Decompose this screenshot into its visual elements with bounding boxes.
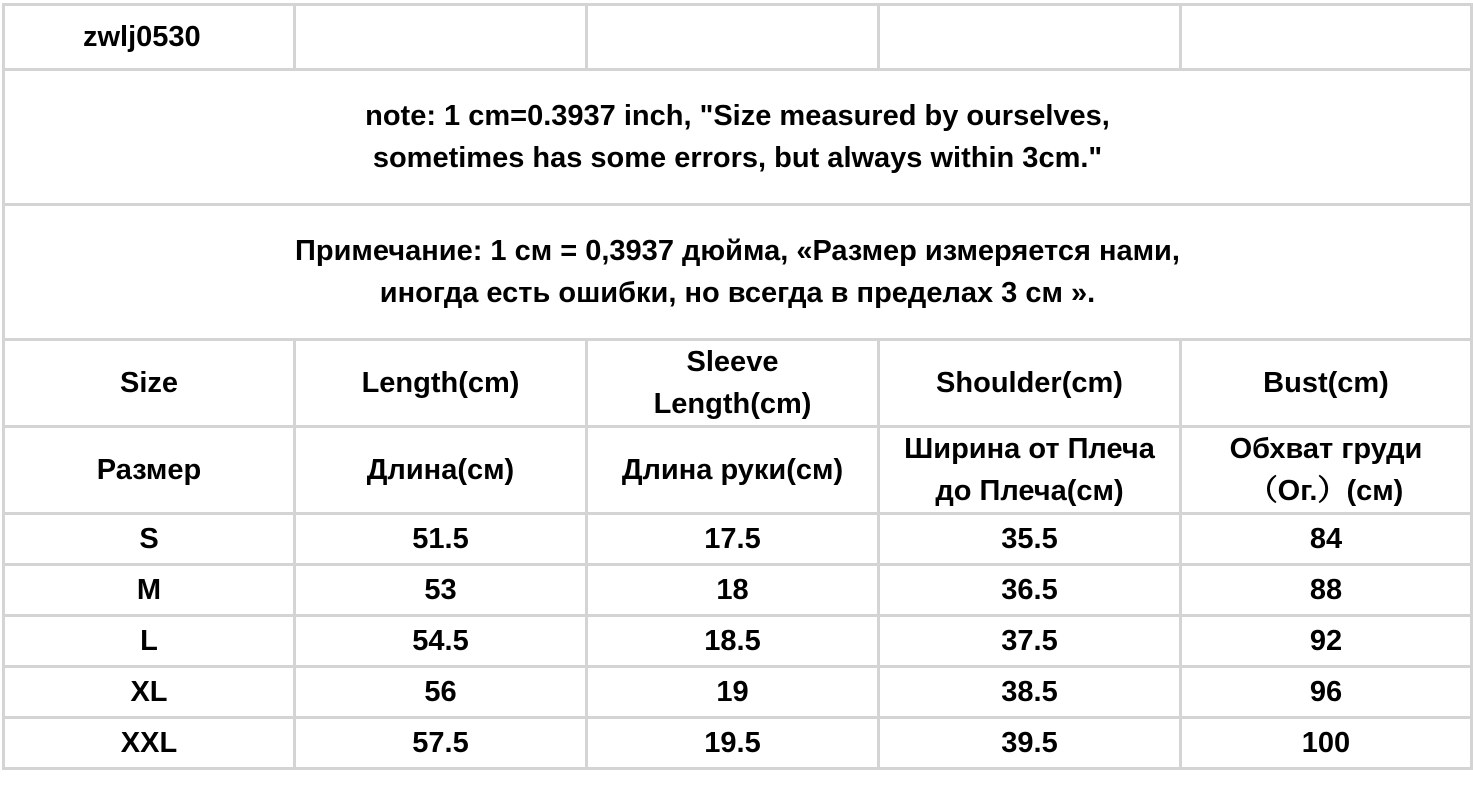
note-en-row (4, 70, 1472, 205)
header-sleeve-line-1: Sleeve (686, 346, 779, 378)
table-row (4, 514, 1472, 565)
note-ru-line-1: Примечание: 1 см = 0,3937 дюйма, «Размер измеряется нами, (295, 235, 1180, 267)
shoulder-cell: 37.5 (879, 616, 1181, 667)
bust-cell: 84 (1181, 514, 1472, 565)
note-ru (4, 205, 1472, 340)
empty-cell (1181, 5, 1472, 70)
sleeve-cell: 19 (587, 667, 879, 718)
size-cell: S (4, 514, 295, 565)
header-sleeve-line-2: Length(cm) (653, 388, 812, 420)
product-code-row (4, 5, 1472, 70)
table-row (4, 718, 1472, 769)
empty-cell (879, 5, 1181, 70)
header-ru-shoulder-line-2: до Плеча(см) (935, 475, 1124, 507)
size-cell: L (4, 616, 295, 667)
sleeve-cell: 18 (587, 565, 879, 616)
header-ru-shoulder-line-1: Ширина от Плеча (904, 433, 1155, 465)
length-cell: 51.5 (295, 514, 587, 565)
header-ru-row (4, 427, 1472, 514)
bust-cell: 100 (1181, 718, 1472, 769)
header-ru-shoulder (879, 427, 1181, 514)
header-sleeve (587, 340, 879, 427)
size-cell: XL (4, 667, 295, 718)
shoulder-cell: 38.5 (879, 667, 1181, 718)
sleeve-cell: 17.5 (587, 514, 879, 565)
empty-cell (295, 5, 587, 70)
header-length: Length(cm) (295, 340, 587, 427)
header-ru-size: Размер (4, 427, 295, 514)
note-en-line-1: note: 1 cm=0.3937 inch, "Size measured by ourselves, (365, 100, 1110, 132)
header-size: Size (4, 340, 295, 427)
size-cell: M (4, 565, 295, 616)
header-ru-length: Длина(см) (295, 427, 587, 514)
header-en-row (4, 340, 1472, 427)
header-ru-bust-line-1: Обхват груди (1229, 433, 1423, 465)
table-row (4, 616, 1472, 667)
product-code: zwlj0530 (4, 5, 295, 70)
bust-cell: 88 (1181, 565, 1472, 616)
header-ru-bust (1181, 427, 1472, 514)
note-en (4, 70, 1472, 205)
length-cell: 56 (295, 667, 587, 718)
empty-cell (587, 5, 879, 70)
shoulder-cell: 39.5 (879, 718, 1181, 769)
shoulder-cell: 35.5 (879, 514, 1181, 565)
header-shoulder: Shoulder(cm) (879, 340, 1181, 427)
length-cell: 57.5 (295, 718, 587, 769)
note-ru-row (4, 205, 1472, 340)
shoulder-cell: 36.5 (879, 565, 1181, 616)
sleeve-cell: 19.5 (587, 718, 879, 769)
table-row (4, 565, 1472, 616)
sleeve-cell: 18.5 (587, 616, 879, 667)
bust-cell: 92 (1181, 616, 1472, 667)
header-ru-sleeve: Длина руки(см) (587, 427, 879, 514)
length-cell: 53 (295, 565, 587, 616)
header-ru-bust-line-2: （Ог.）(см) (1248, 475, 1404, 507)
note-en-line-2: sometimes has some errors, but always within 3cm." (372, 142, 1103, 174)
size-chart-table (2, 3, 1473, 770)
length-cell: 54.5 (295, 616, 587, 667)
table-row (4, 667, 1472, 718)
note-ru-line-2: иногда есть ошибки, но всегда в пределах 3 см ». (379, 277, 1096, 309)
size-cell: XXL (4, 718, 295, 769)
header-bust: Bust(cm) (1181, 340, 1472, 427)
bust-cell: 96 (1181, 667, 1472, 718)
